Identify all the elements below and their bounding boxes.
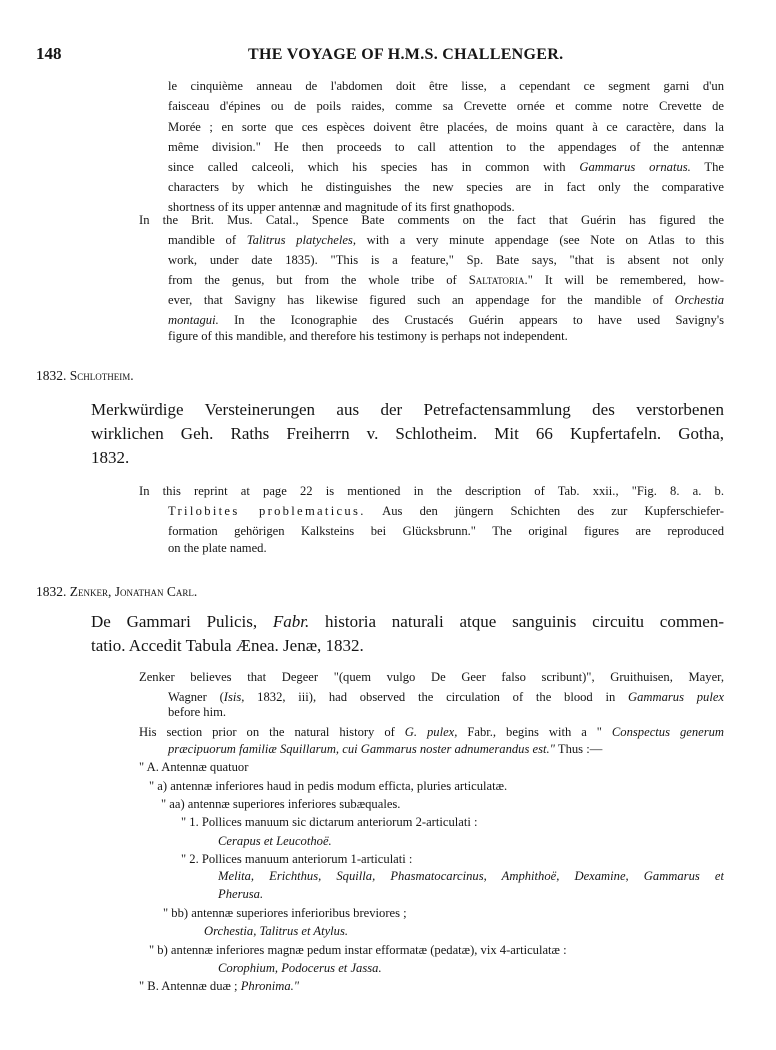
text-line: præcipuorum familiæ Squillarum, cui Gammarus noster adnumerandus est." Thus :— bbox=[168, 742, 603, 756]
text-line: shortness of its upper antennæ and magnitude of its first gnathopods. bbox=[168, 200, 515, 214]
conspectus-line: Orchestia, Talitrus et Atylus. bbox=[204, 924, 349, 938]
page-number: 148 bbox=[36, 44, 62, 63]
quote-line: même division." He then proceeds to call attention to the appendages of the antennæ bbox=[168, 140, 724, 154]
text-line: work, under date 1835). "This is a feature," Sp. Bate says, "that is absent not only bbox=[168, 253, 724, 267]
text-line: formation gehörigen Kalksteins bei Glücksbrunn." The original figures are reproduced bbox=[168, 524, 724, 538]
conspectus-line: " 1. Pollices manuum sic dictarum anteriorum 2-articulati : bbox=[181, 815, 478, 829]
text-line: In the Brit. Mus. Catal., Spence Bate comments on the fact that Guérin has figured the bbox=[139, 213, 724, 227]
running-title: THE VOYAGE OF H.M.S. CHALLENGER. bbox=[248, 46, 564, 63]
entry-title-line: De Gammari Pulicis, Fabr. historia naturali atque sanguinis circuitu commen- bbox=[91, 612, 724, 631]
conspectus-line: " B. Antennæ duæ ; Phronima." bbox=[139, 979, 300, 993]
quote-line: faisceau d'épines ou de poils raides, comme sa Crevette ornée et comme notre Crevette de bbox=[168, 99, 724, 113]
text-line: figure of this mandible, and therefore his testimony is perhaps not independent. bbox=[168, 329, 568, 343]
text-line: In this reprint at page 22 is mentioned in the description of Tab. xxii., "Fig. 8. a. b. bbox=[139, 484, 724, 498]
text-line: ever, that Savigny has likewise figured such an appendage for the mandible of Orchestia bbox=[168, 293, 724, 307]
conspectus-line: " 2. Pollices manuum anteriorum 1-articulati : bbox=[181, 852, 413, 866]
conspectus-line: Cerapus et Leucothoë. bbox=[218, 834, 332, 848]
conspectus-line: " A. Antennæ quatuor bbox=[139, 760, 249, 774]
conspectus-line: Melita, Erichthus, Squilla, Phasmatocarcinus, Amphithoë, Dexamine, Gammarus et bbox=[218, 869, 724, 883]
text-line: characters by which he distinguishes the new species are in fact only the comparative bbox=[168, 180, 724, 194]
text-line: His section prior on the natural history of G. pulex, Fabr., begins with a " Conspectus generum bbox=[139, 725, 724, 739]
text-line: Zenker believes that Degeer "(quem vulgo De Geer falso scribunt)", Gruithuisen, Mayer, bbox=[139, 670, 724, 684]
entry-title-line: wirklichen Geh. Raths Freiherrn v. Schlotheim. Mit 66 Kupfertafeln. Gotha, bbox=[91, 424, 724, 443]
conspectus-line: Pherusa. bbox=[218, 887, 264, 901]
entry-title-line: Merkwürdige Versteinerungen aus der Petrefactensammlung des verstorbenen bbox=[91, 400, 724, 419]
text-line: from the genus, but from the whole tribe of Saltatoria." It will be remembered, how- bbox=[168, 273, 724, 287]
conspectus-line: " a) antennæ inferiores haud in pedis modum efficta, pluries articulatæ. bbox=[149, 779, 508, 793]
quote-line: Morée ; en sorte que ces espèces doivent être placées, de moins quant à ce caractère, dans la bbox=[168, 120, 724, 134]
text-line: since called calceoli, which his species has in common with Gammarus ornatus. The bbox=[168, 160, 724, 174]
text-line: mandible of Talitrus platycheles, with a very minute appendage (see Note on Atlas to this bbox=[168, 233, 724, 247]
entry-heading: 1832. Zenker, Jonathan Carl. bbox=[36, 584, 198, 599]
text-line: Wagner (Isis, 1832, iii), had observed the circulation of the blood in Gammarus pulex bbox=[168, 690, 724, 704]
text-line: montagui. In the Iconographie des Crustacés Guérin appears to have used Savigny's bbox=[168, 313, 724, 327]
conspectus-line: " aa) antennæ superiores inferiores subæquales. bbox=[161, 797, 401, 811]
text-line: Trilobites problematicus. Aus den jüngern Schichten des zur Kupferschiefer- bbox=[168, 504, 724, 518]
text-line: before him. bbox=[168, 705, 227, 719]
conspectus-line: " b) antennæ inferiores magnæ pedum instar efformatæ (pedatæ), vix 4-articulatæ : bbox=[149, 943, 567, 957]
conspectus-line: Corophium, Podocerus et Jassa. bbox=[218, 961, 382, 975]
conspectus-line: " bb) antennæ superiores inferioribus breviores ; bbox=[163, 906, 407, 920]
quote-line: le cinquième anneau de l'abdomen doit être lisse, a cependant ce segment garni d'un bbox=[168, 79, 724, 93]
text-line: on the plate named. bbox=[168, 541, 267, 555]
entry-heading: 1832. Schlotheim. bbox=[36, 368, 134, 383]
entry-title-line: tatio. Accedit Tabula Ænea. Jenæ, 1832. bbox=[91, 636, 364, 655]
entry-title-line: 1832. bbox=[91, 448, 130, 467]
